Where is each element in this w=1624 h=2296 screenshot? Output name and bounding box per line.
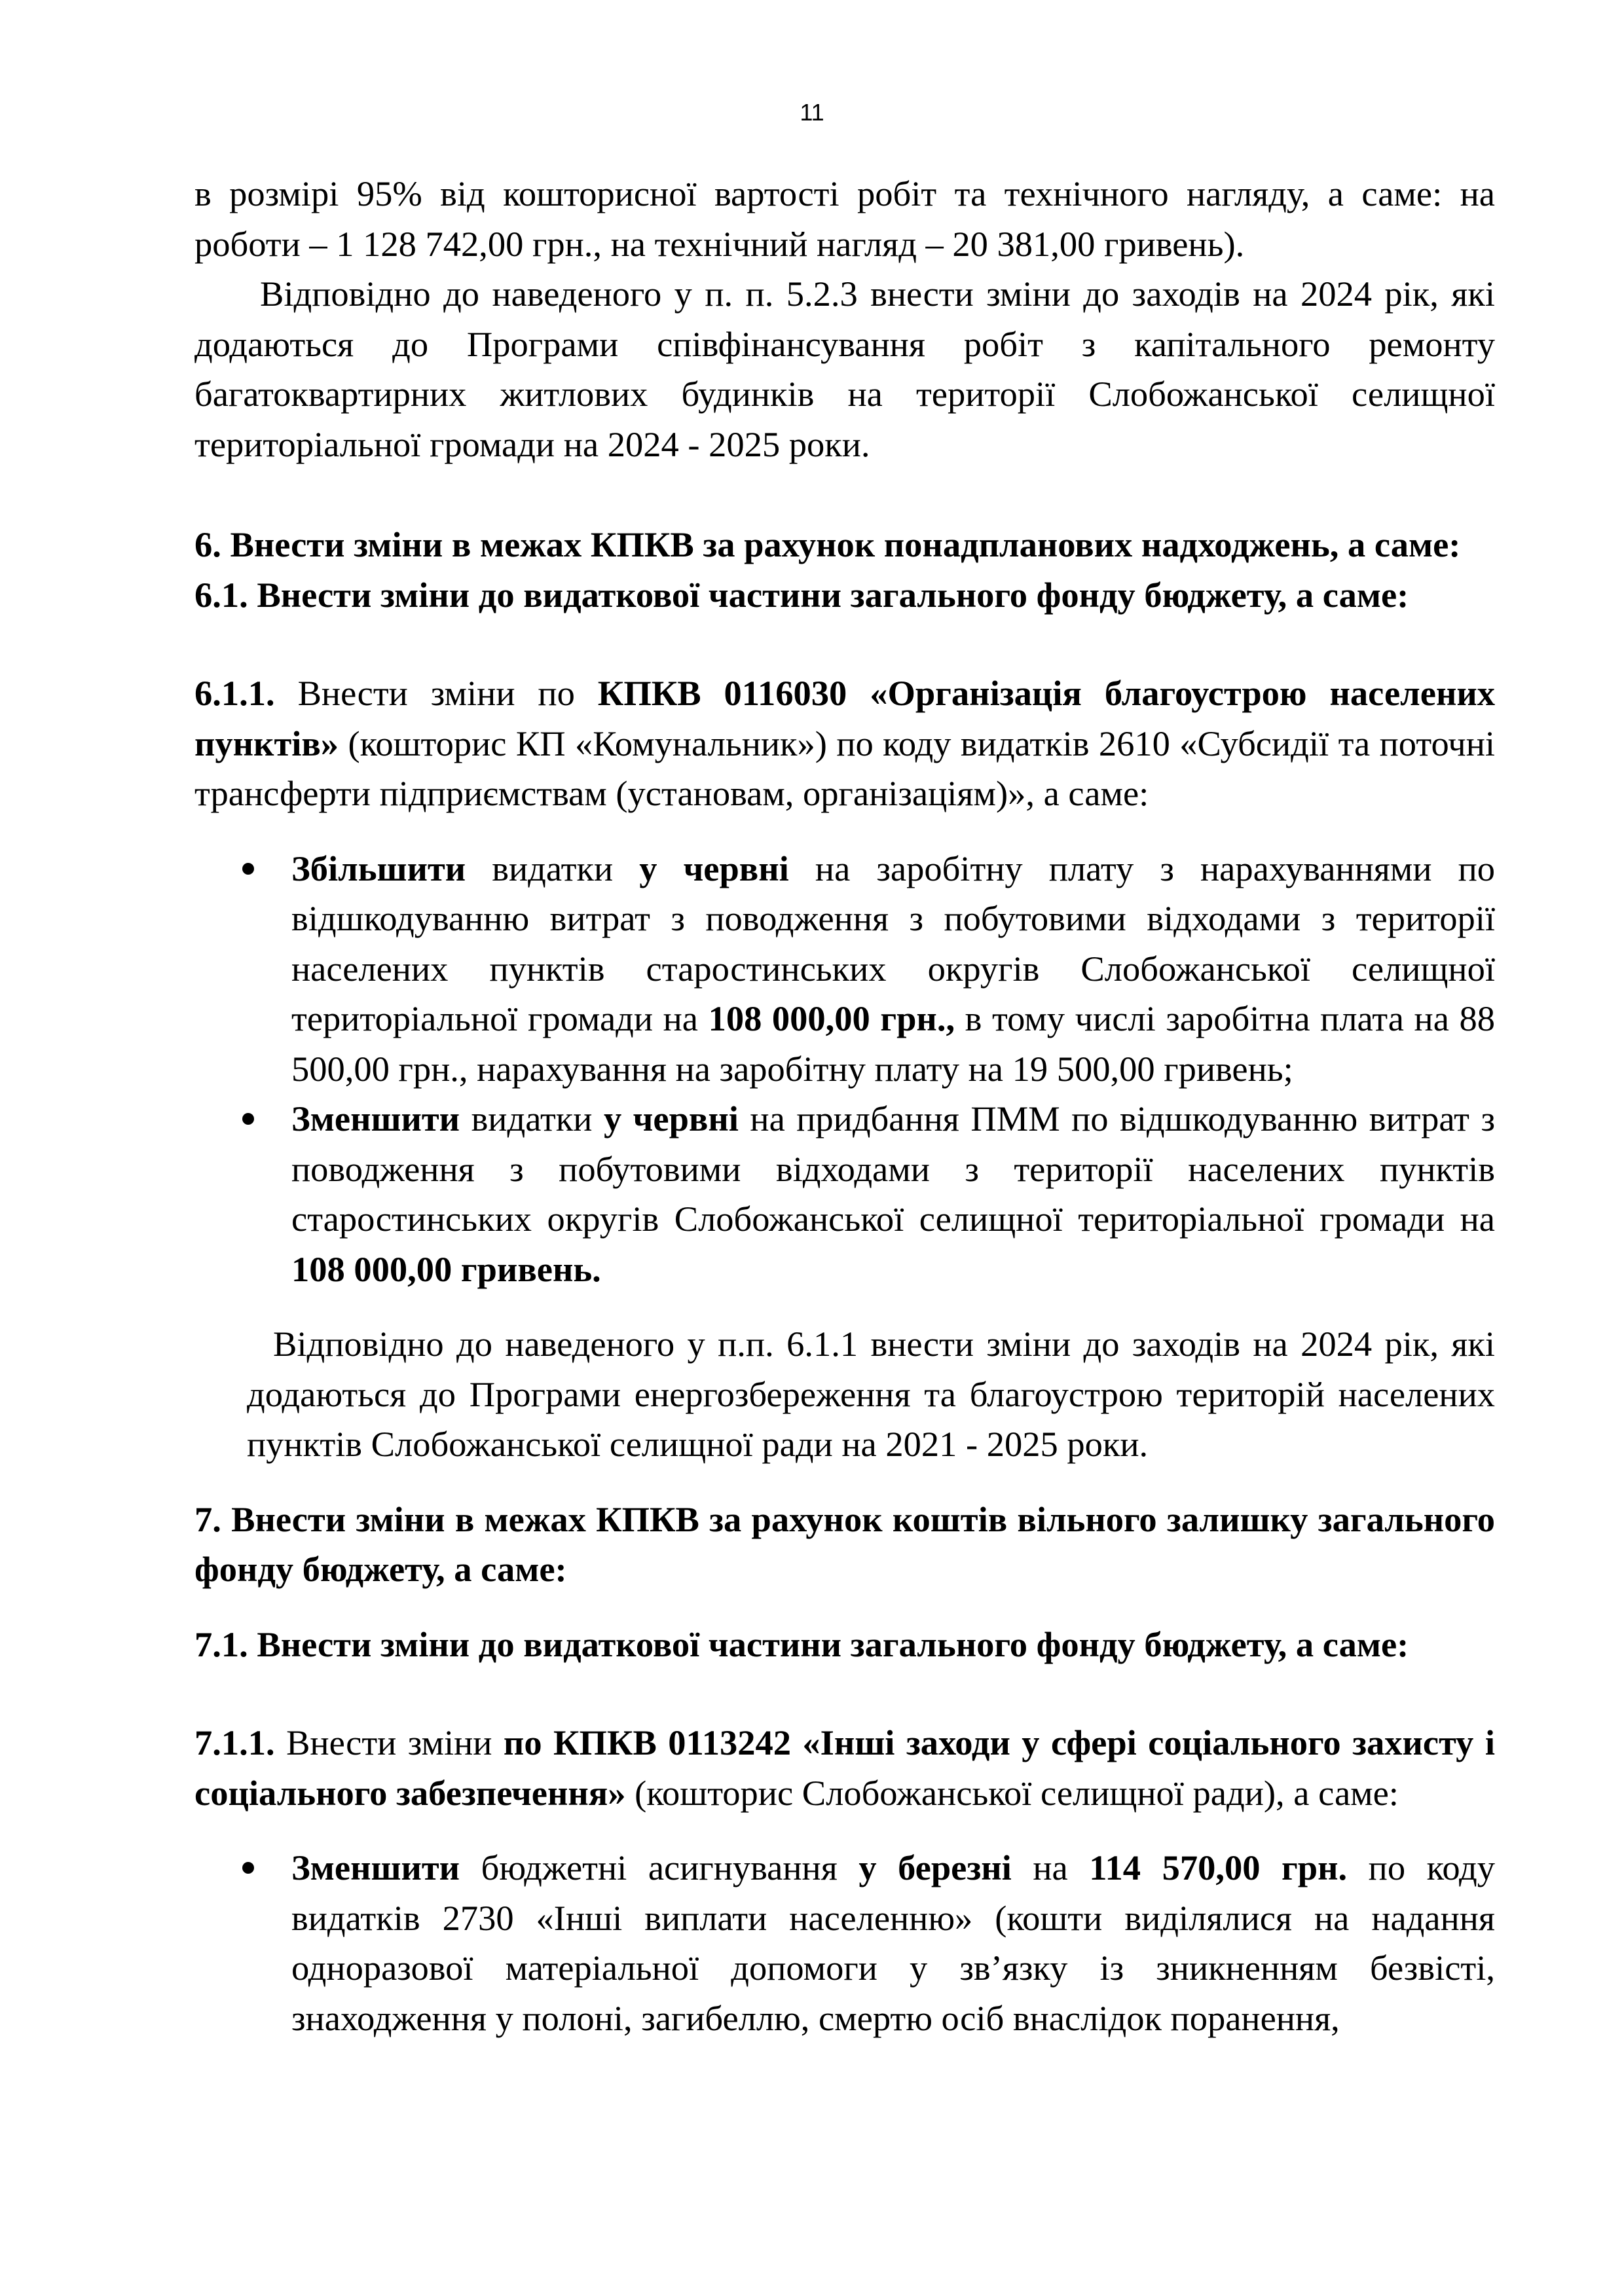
bullet-list-6 bbox=[194, 844, 1495, 1295]
item-number-7-1-1: 7.1.1. bbox=[194, 1722, 275, 1762]
section-heading-6-1: 6.1. Внести зміни до видаткової частини загального фонду бюджету, а саме: bbox=[194, 574, 1409, 615]
section-heading-7-1: 7.1. Внести зміни до видаткової частини загального фонду бюджету, а саме: bbox=[194, 1624, 1409, 1664]
list-item: Зменшити видатки у червні на придбання ПММ по відшкодуванню витрат з поводження з побутовими відходами з території населених пунктів старостинських округів Слобожанської селищної територіальної громади на 108 000,00 гривень. bbox=[194, 1094, 1495, 1294]
page-number: 11 bbox=[800, 99, 824, 126]
bullet-icon bbox=[242, 863, 254, 875]
paragraph-continuation: в розмірі 95% від кошторисної вартості робіт та технічного нагляду, а саме: на роботи – 1 128 742,00 грн., на технічний нагляд – 20 381,00 гривень). bbox=[194, 173, 1495, 264]
list-item: Збільшити видатки у червні на заробітну плату з нарахуваннями по відшкодуванню витрат з поводження з побутовими відходами з території населених пунктів старостинських округів Слобожанської селищної територіальної громади на 108 000,00 грн., в тому числі заробітна плата на 88 500,00 грн., нарахування на заробітну плату на 19 500,00 гривень; bbox=[194, 844, 1495, 1095]
paragraph-reference-523: Відповідно до наведеного у п. п. 5.2.3 внести зміни до заходів на 2024 рік, які додаються до Програми співфінансування робіт з капітального ремонту багатоквартирних житлових будинків на території Слобожанської селищної територіальної громади на 2024 - 2025 роки. bbox=[194, 274, 1495, 464]
paragraph-reference-611: Відповідно до наведеного у п.п. 6.1.1 внести зміни до заходів на 2024 рік, які додаються до Програми енергозбереження та благоустрою територій населених пунктів Слобожанської селищної ради на 2021 - 2025 роки. bbox=[247, 1324, 1495, 1464]
section-heading-7: 7. Внести зміни в межах КПКВ за рахунок коштів вільного залишку загального фонду бюджету, а саме: bbox=[194, 1499, 1495, 1589]
paragraph-6-1-1: 6.1.1. Внести зміни по КПКВ 0116030 «Організація благоустрою населених пунктів» (кошторис КП «Комунальник») по коду видатків 2610 «Субсидії та поточні трансферти підприємствам (установам, організаціям)», а саме: bbox=[194, 673, 1495, 813]
document-body bbox=[194, 169, 1495, 2043]
paragraph-7-1-1: 7.1.1. Внести зміни по КПКВ 0113242 «Інші заходи у сфері соціального захисту і соціального забезпечення» (кошторис Слобожанської селищної ради), а саме: bbox=[194, 1722, 1495, 1813]
bullet-icon bbox=[242, 1862, 254, 1874]
item-number-6-1-1: 6.1.1. bbox=[194, 673, 275, 713]
bullet-list-7 bbox=[194, 1843, 1495, 2043]
kpkv-0116030: КПКВ 0116030 «Організація благоустрою населених пунктів» bbox=[194, 673, 1495, 763]
bullet-icon bbox=[242, 1113, 254, 1125]
list-item: Зменшити бюджетні асигнування у березні на 114 570,00 грн. по коду видатків 2730 «Інші виплати населенню» (кошти виділялися на надання одноразової матеріальної допомоги у зв’язку із зникненням безвісті, знаходження у полоні, загибеллю, смертю осіб внаслідок поранення, bbox=[194, 1843, 1495, 2043]
kpkv-0113242: по КПКВ 0113242 «Інші заходи у сфері соціального захисту і соціального забезпечення» bbox=[194, 1722, 1495, 1813]
section-heading-6: 6. Внести зміни в межах КПКВ за рахунок понадпланових надходжень, а саме: bbox=[194, 524, 1461, 564]
